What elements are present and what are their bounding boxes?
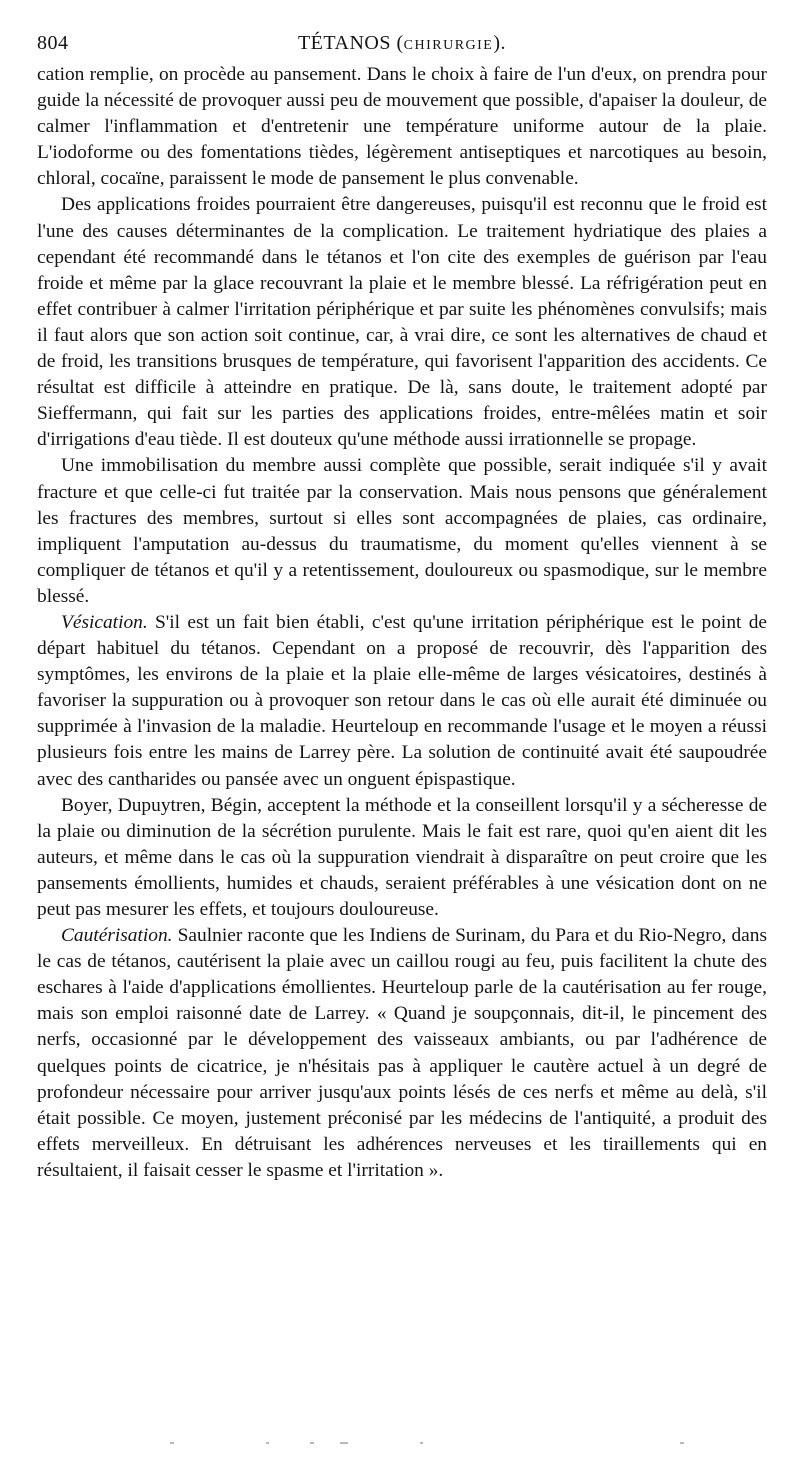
running-title-subtitle: CHIRURGIE xyxy=(403,38,494,53)
running-title-main: TÉTANOS xyxy=(297,32,391,54)
scan-speck xyxy=(310,1442,314,1444)
page-number: 804 xyxy=(37,32,69,54)
scan-speck xyxy=(340,1442,348,1444)
scan-speck xyxy=(680,1442,684,1444)
body-text xyxy=(37,62,767,1184)
paragraph-vesication xyxy=(37,610,767,793)
section-lead-cauterisation: Cautérisation. xyxy=(61,925,173,947)
document-page xyxy=(37,28,767,1184)
running-title-open: ( xyxy=(396,32,404,54)
paragraph xyxy=(37,793,767,923)
paragraph-text: Boyer, Dupuytren, Bégin, acceptent la méthode et la conseillent lorsqu'il y a sécheresse de la plaie ou diminution de la sécrétion purulente. Mais le fait est rare, quoi qu'en aient dit les auteurs, et même dans le cas où la suppuration viendrait à disparaître on peut croire que les pansements émollients, humides et chauds, seraient préférables à une vésication dont on ne peut pas mesurer les effets, et toujours douloureuse. xyxy=(37,794,767,920)
footer-scan-specks xyxy=(170,1440,690,1446)
scan-speck xyxy=(266,1442,269,1444)
scan-speck xyxy=(170,1442,174,1444)
section-lead-vesication: Vésication. xyxy=(61,611,148,633)
running-title xyxy=(37,32,767,55)
paragraph-cauterisation xyxy=(37,923,767,1184)
paragraph xyxy=(37,453,767,610)
paragraph-text: cation remplie, on procède au pansement. Dans le choix à faire de l'un d'eux, on prendra pour guide la nécessité de provoquer aussi peu de mouvement que possible, d'apaiser la douleur, de calmer l'inflammation et d'entretenir une température uniforme autour de la plaie. L'iodoforme ou des fomentations tièdes, légèrement antiseptiques et narcotiques au besoin, chloral, cocaïne, paraissent le mode de pansement le plus convenable. xyxy=(37,64,767,190)
paragraph xyxy=(37,192,767,453)
paragraph-text: Des applications froides pourraient être dangereuses, puisqu'il est reconnu que le froid est l'une des causes déterminantes de la complication. Le traitement hydriatique des plaies a cependant été recommandé dans le tétanos et l'on cite des exemples de guérison par l'eau froide et même par la glace recouvrant la plaie et le membre blessé. La réfrigération peut en effet contribuer à calmer l'irritation périphérique et par suite les phénomènes convulsifs; mais il faut alors que son action soit continue, car, à vrai dire, ce sont les alternatives de chaud et de froid, les transitions brusques de température, qui favorisent l'apparition des accidents. Ce résultat est difficile à atteindre en pratique. De là, sans doute, le traitement adopté par Sieffermann, qui fait sur les parties des applications froides, entre-mêlées matin et soir d'irrigations d'eau tiède. Il est douteux qu'une méthode aussi irrationnelle se propage. xyxy=(37,194,767,451)
running-title-close: ). xyxy=(493,32,507,54)
scan-speck xyxy=(420,1442,423,1444)
page-header xyxy=(37,28,767,62)
paragraph-text: Saulnier raconte que les Indiens de Surinam, du Para et du Rio-Negro, dans le cas de tétanos, cautérisent la plaie avec un caillou rougi au feu, puis facilitent la chute des eschares à l'aide d'applications émollientes. Heurteloup parle de la cautérisation au fer rouge, mais son emploi raisonné date de Larrey. « Quand je soupçonnais, dit-il, le pincement des nerfs, occasionné par le développement des vaisseaux ambiants, ou par l'adhérence de quelques points de cicatrice, je n'hésitais pas à appliquer le cautère actuel à un degré de profondeur nécessaire pour arriver jusqu'aux points lésés de ces nerfs et même au delà, s'il était possible. Ce moyen, justement préconisé par les médecins de l'antiquité, a produit des effets merveilleux. En détruisant les adhérences nerveuses et les tiraillements qui en résultaient, il faisait cesser le spasme et l'irritation ». xyxy=(37,925,767,1181)
paragraph-continuation xyxy=(37,62,767,192)
paragraph-text: S'il est un fait bien établi, c'est qu'une irritation périphérique est le point de départ habituel du tétanos. Cependant on a proposé de recouvrir, dès l'apparition des symptômes, les environs de la plaie et la plaie elle-même de larges vésicatoires, destinés à favoriser la suppuration ou à provoquer son retour dans le cas où elle aurait été diminuée ou supprimée à l'invasion de la maladie. Heurteloup en recommande l'usage et le moyen a réussi plusieurs fois entre les mains de Larrey père. La solution de continuité avait été saupoudrée avec des cantharides ou pansée avec un onguent épispastique. xyxy=(37,611,767,790)
paragraph-text: Une immobilisation du membre aussi complète que possible, serait indiquée s'il y avait fracture et que celle-ci fut traitée par la conservation. Mais nous pensons que généralement les fractures des membres, surtout si elles sont accompagnées de plaies, cas ordinaire, impliquent l'amputation au-dessus du traumatisme, du moment qu'elles viennent à se compliquer de tétanos et qu'il y a retentissement, douloureux ou spasmodique, sur le membre blessé. xyxy=(37,455,767,607)
